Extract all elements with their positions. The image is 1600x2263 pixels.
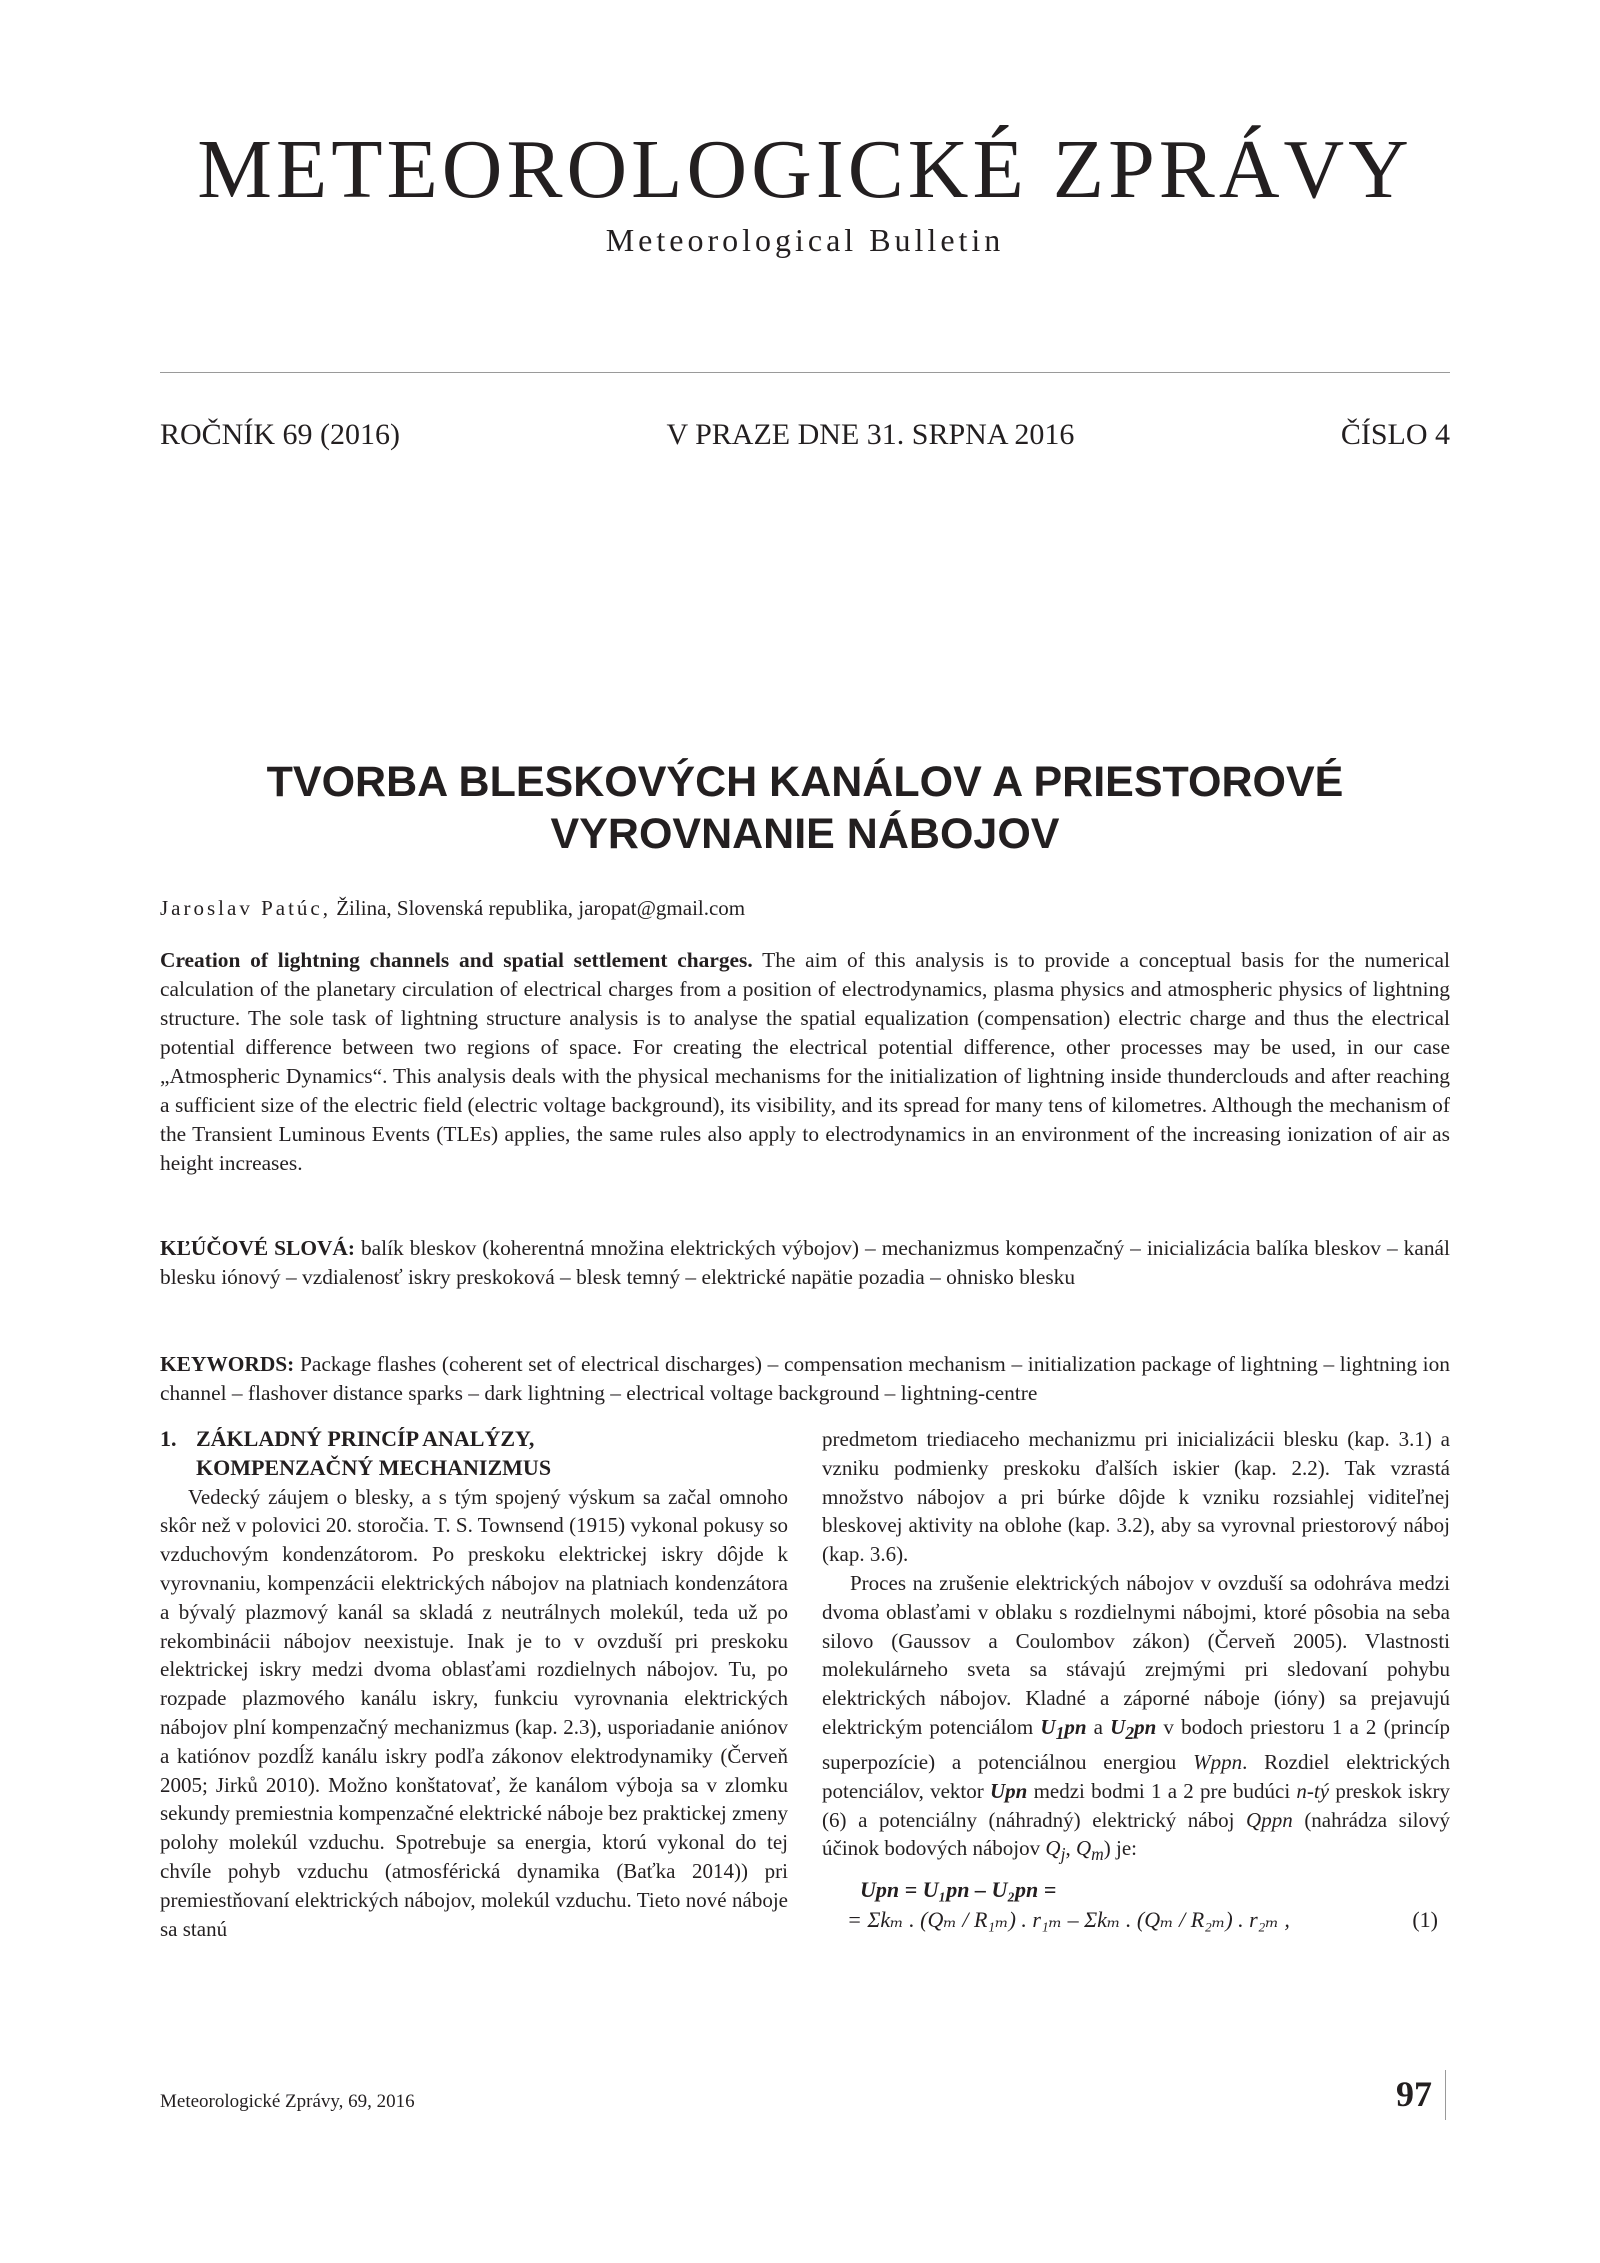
keywords-slovak [160, 1234, 1450, 1292]
equation-1 [822, 1875, 1450, 1937]
article-title: TVORBA BLESKOVÝCH KANÁLOV A PRIESTOROVÉ VYROVNANIE NÁBOJOV [266, 758, 1344, 858]
paragraph-2-part-e: preskok iskry (6) a potenciálny (náhradný) elektrický náboj [822, 1778, 1451, 1832]
equation-line-2: = Σkₘ . (Qₘ / R₁ₘ) . r₁ₘ – Σkₘ . (Qₘ / R₂ₘ) . r₂ₘ , [847, 1907, 1290, 1933]
author-affiliation: Žilina, Slovenská republika, jaropat@gmail.com [336, 896, 746, 920]
page-number: 97 [1396, 2074, 1432, 2114]
journal-title: METEOROLOGICKÉ ZPRÁVY [197, 123, 1413, 216]
page-number-rule [1445, 2070, 1446, 2120]
paragraph-2-part-c: . Rozdiel elektrických potenciálov, vektor [822, 1749, 1450, 1803]
paragraph-2-part-d: medzi bodmi 1 a 2 pre budúci [1033, 1778, 1291, 1803]
symbol-nty: n-tý [1296, 1778, 1330, 1803]
journal-subtitle: Meteorological Bulletin [605, 222, 1005, 258]
right-column [822, 1425, 1450, 1937]
equation-number: (1) [1412, 1907, 1438, 1933]
keywords-english-text: Package flashes (coherent set of electrical discharges) – compensation mechanism – initialization package of lightning – lightning ion channel – flashover distance sparks – dark lightning – electrical voltage background – lightning-centre [160, 1352, 1450, 1405]
issue-line [160, 420, 1450, 450]
keywords-english-label: KEYWORDS: [160, 1352, 295, 1376]
section-paragraph-1: Vedecký záujem o blesky, a s tým spojený výskum sa začal omnoho skôr než v polovici 20. storočia. T. S. Townsend (1915) vykonal pokusy so vzduchovým kondenzátorom. Po preskoku elektrickej iskry dôjde k vyrovnaniu, kompenzácii elektrických nábojov na platniach kondenzátora a bývalý plazmový kanál sa skladá z neutrálnych molekúl, teda už po rekombinácii nábojov neexistuje. Inak je to v ovzduší pri preskoku elektrickej iskry medzi dvoma oblasťami rozdielnych nábojov. Tu, po rozpade plazmového kanálu iskry, funkciu vyrovnania elektrických nábojov plní kompenzačný mechanizmus (kap. 2.3), usporiadanie aniónov a katiónov pozdĺž kanálu iskry podľa zákonov elektrodynamiky (Červeň 2005; Jirků 2010). Možno konštatovať, že kanálom výboja sa v zlomku sekundy premiestnia kompenzačné elektrické náboje bez praktickej zmeny polohy molekúl vzduchu. Spotrebuje sa energia, ktorú vykonal do tej chvíle pohyb vzduchu (atmosférická dynamika (Baťka 2014)) pri premiestňovaní elektrických nábojov, molekúl vzduchu. Tieto nové náboje sa stanú [160, 1484, 788, 1941]
keywords-slovak-text: balík bleskov (koherentná množina elektrických výbojov) – mechanizmus kompenzačný – inicializácia balíka bleskov – kanál blesku iónový – vzdialenosť iskry preskoková – blesk temný – elektrické napätie pozadia – ohnisko blesku [160, 1236, 1450, 1289]
issue-volume: ROČNÍK 69 (2016) [160, 418, 400, 451]
issue-date: V PRAZE DNE 31. SRPNA 2016 [666, 418, 1075, 451]
symbol-qj: $Q_j$ [1045, 1836, 1066, 1865]
section-title-line2: KOMPENZAČNÝ MECHANIZMUS [196, 1454, 552, 1480]
keywords-slovak-label: KĽÚČOVÉ SLOVÁ: [160, 1236, 355, 1260]
paragraph-2-part-a: Proces na zrušenie elektrických nábojov v ovzduší sa odohráva medzi dvoma oblasťami v oblaku s rozdielnymi nábojmi, ktoré pôsobia na seba silovo (Gaussov a Coulombov zákon) (Červeň 2005). Vlastnosti molekulárneho sveta sa stávajú zrejmými pri sledovaní pohybu elektrických nábojov. Kladné a záporné náboje (ióny) sa prejavujú elektrickým potenciálom [822, 1570, 1450, 1739]
symbol-qm: $Q_m$ [1075, 1836, 1104, 1865]
issue-number: ČÍSLO 4 [1340, 418, 1450, 451]
abstract-title: Creation of lightning channels and spatial settlement charges. [160, 948, 753, 972]
equation-line-1: Upn = U₁pn – U₂pn = [860, 1877, 1057, 1903]
author-line [160, 896, 1450, 921]
author-name: Jaroslav Patúc, [160, 896, 331, 920]
conjunction-a: a [1093, 1714, 1103, 1739]
section-number: 1. [160, 1426, 177, 1451]
header-divider [160, 372, 1450, 373]
symbol-u1pn: $U_1pn$ [1040, 1714, 1087, 1744]
paragraph-2-part-g: ) je: [1103, 1836, 1137, 1861]
symbol-qppn: Qppn [1246, 1807, 1293, 1832]
abstract [160, 946, 1450, 1178]
section-paragraph-2: Proces na zrušenie elektrických nábojov v ovzduší sa odohráva medzi dvoma oblasťami v oblaku s rozdielnymi nábojmi, ktoré pôsobia na seba silovo (Gaussov a Coulombov zákon) (Červeň 2005). Vlastnosti molekulárneho sveta sa stávajú zrejmými pri sledovaní pohybu elektrických nábojov. Kladné a záporné náboje (ióny) sa prejavujú elektrickým potenciálom $U_1pn$ a $U_2pn$ v bodoch priestoru 1 a 2 (princíp superpozície) a potenciálnou energiou Wppn. Rozdiel elektrických potenciálov, vektor Upn medzi bodmi 1 a 2 pre budúci n-tý preskok iskry (6) a potenciálny (náhradný) elektrický náboj Qppn (nahrádza silový účinok bodových nábojov $Q_j$, $Q_m$) je: [822, 1570, 1451, 1865]
paragraph-2-part-f: (nahrádza silový účinok bodových nábojov [822, 1807, 1451, 1861]
section-paragraph-1-continued: predmetom triediaceho mechanizmu pri inicializácii blesku (kap. 3.1) a vzniku podmienky preskoku ďalších iskier (kap. 2.2). Tak vzrastá množstvo nábojov a pri búrke dôjde k vzniku rozsiahlej viditeľnej bleskovej aktivity na oblohe (kap. 3.2), aby sa vyrovnal priestorový náboj (kap. 3.6). [822, 1427, 1450, 1567]
keywords-english [160, 1350, 1450, 1408]
footer-journal: Meteorologické Zprávy, 69, 2016 [160, 2091, 415, 2112]
section-heading [160, 1425, 788, 1483]
paragraph-2-part-b: v bodoch priestoru 1 a 2 (princíp superpozície) a potenciálnou energiou [822, 1714, 1451, 1774]
symbol-upn: Upn [989, 1778, 1028, 1803]
symbol-wppn: Wppn [1193, 1749, 1243, 1774]
left-column [160, 1425, 788, 1943]
section-title-line1: ZÁKLADNÝ PRINCÍP ANALÝZY, [196, 1426, 535, 1451]
symbol-u2pn: $U_2pn$ [1110, 1714, 1157, 1744]
abstract-text: The aim of this analysis is to provide a conceptual basis for the numerical calculation of the planetary circulation of electrical charges from a position of electrodynamics, plasma physics and atmospheric physics of lightning structure. The sole task of lightning structure analysis is to analyse the spatial equalization (compensation) electric charge and thus the electrical potential difference between two regions of space. For creating the electrical potential difference, other processes may be used, in our case „Atmospheric Dynamics“. This analysis deals with the physical mechanisms for the initialization of lightning inside thunderclouds and after reaching a sufficient size of the electric field (electric voltage background), its visibility, and its spread for many tens of kilometres. Although the mechanism of the Transient Luminous Events (TLEs) applies, the same rules also apply to electrodynamics in an environment of the increasing ionization of air as height increases. [160, 948, 1450, 1175]
